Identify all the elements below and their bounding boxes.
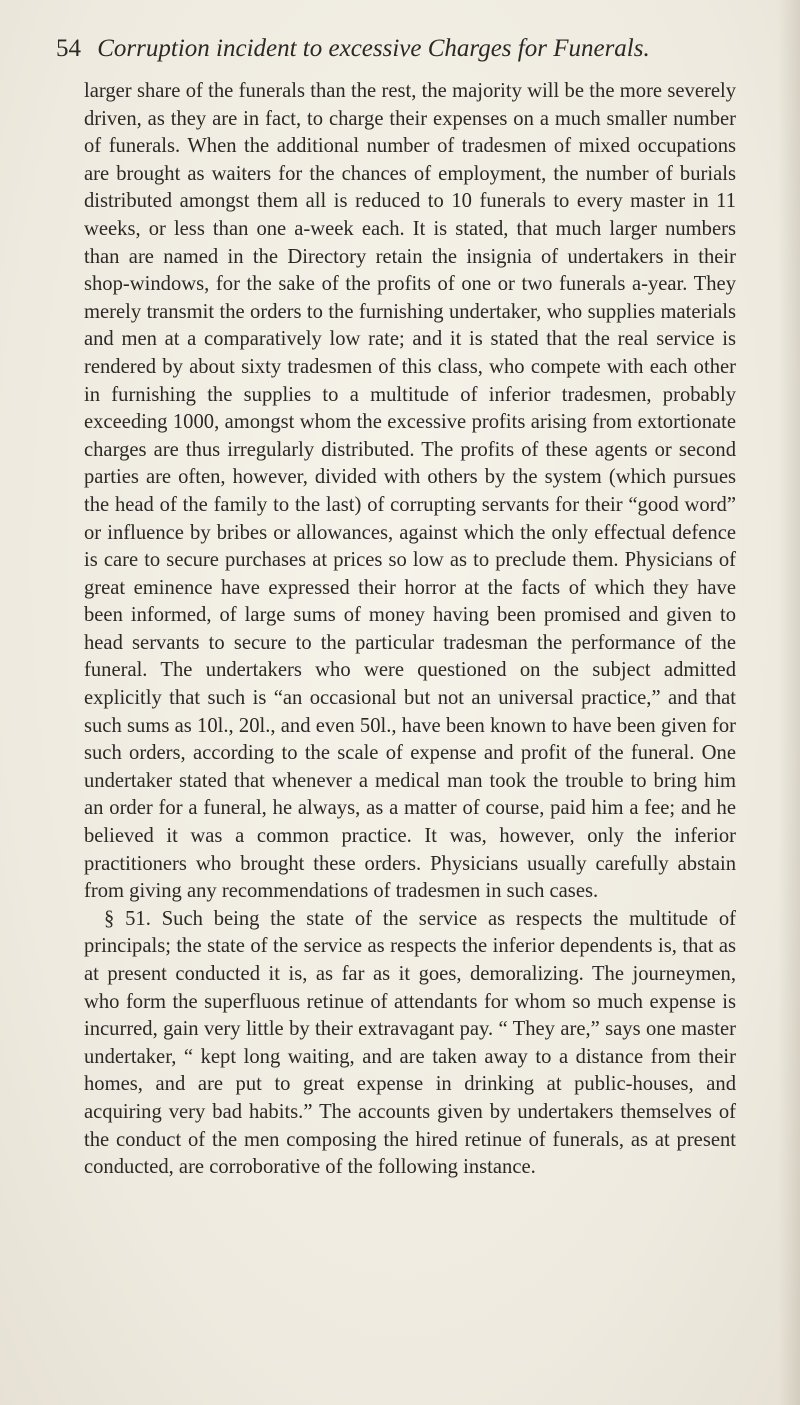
running-head [56,34,756,64]
body-text [84,78,736,1182]
running-title: Corruption incident to excessive Charges for Funerals. [97,35,650,62]
paragraph-section-51: § 51. Such being the state of the service as respects the multitude of principals; the state of the service as respects the inferior dependents is, that as at present conducted it is, as far as it goes, demoralizing. The journeymen, who form the superfluous retinue of attendants for whom so much expense is incurred, gain very little by their extravagant pay. “ They are,” says one master undertaker, “ kept long waiting, and are taken away to a distance from their homes, and are put to great expense in drinking at public-houses, and acquiring very bad habits.” The accounts given by undertakers themselves of the conduct of the men composing the hired retinue of funerals, as at present conducted, are corroborative of the following instance. [84,907,736,1179]
page-number: 54 [56,35,81,62]
page-edge-shadow [778,0,800,1405]
paragraph-continued: larger share of the funerals than the rest, the majority will be the more severely driven, as they are in fact, to charge their expenses on a much smaller number of funerals. When the additional number of tradesmen of mixed occupations are brought as waiters for the chances of employment, the number of burials distributed amongst them all is reduced to 10 funerals to every master in 11 weeks, or less than one a-week each. It is stated, that much larger numbers than are named in the Directory retain the insignia of undertakers in their shop-windows, for the sake of the profits of one or two funerals a-year. They merely transmit the orders to the furnishing undertaker, who supplies materials and men at a comparatively low rate; and it is stated that the real service is rendered by about sixty tradesmen of this class, who compete with each other in furnishing the supplies to a multitude of inferior tradesmen, probably exceeding 1000, amongst whom the excessive profits arising from extortionate charges are thus irregularly distributed. The profits of these agents or second parties are often, however, divided with others by the system (which pursues the head of the family to the last) of corrupting servants for their “good word” or influence by bribes or allowances, against which the only effectual defence is care to secure purchases at prices so low as to preclude them. Physicians of great eminence have expressed their horror at the facts of which they have been informed, of large sums of money having been promised and given to head servants to secure to the particular tradesman the performance of the funeral. The undertakers who were questioned on the subject admitted explicitly that such is “an occasional but not an universal practice,” and that such sums as 10l., 20l., and even 50l., have been known to have been given for such orders, according to the scale of expense and profit of the funeral. One undertaker stated that whenever a medical man took the trouble to bring him an order for a funeral, he always, as a matter of course, paid him a fee; and he believed it was a common practice. It was, however, only the inferior practitioners who brought these orders. Physicians usually carefully abstain from giving any recommendations of tradesmen in such cases. [84,80,736,903]
